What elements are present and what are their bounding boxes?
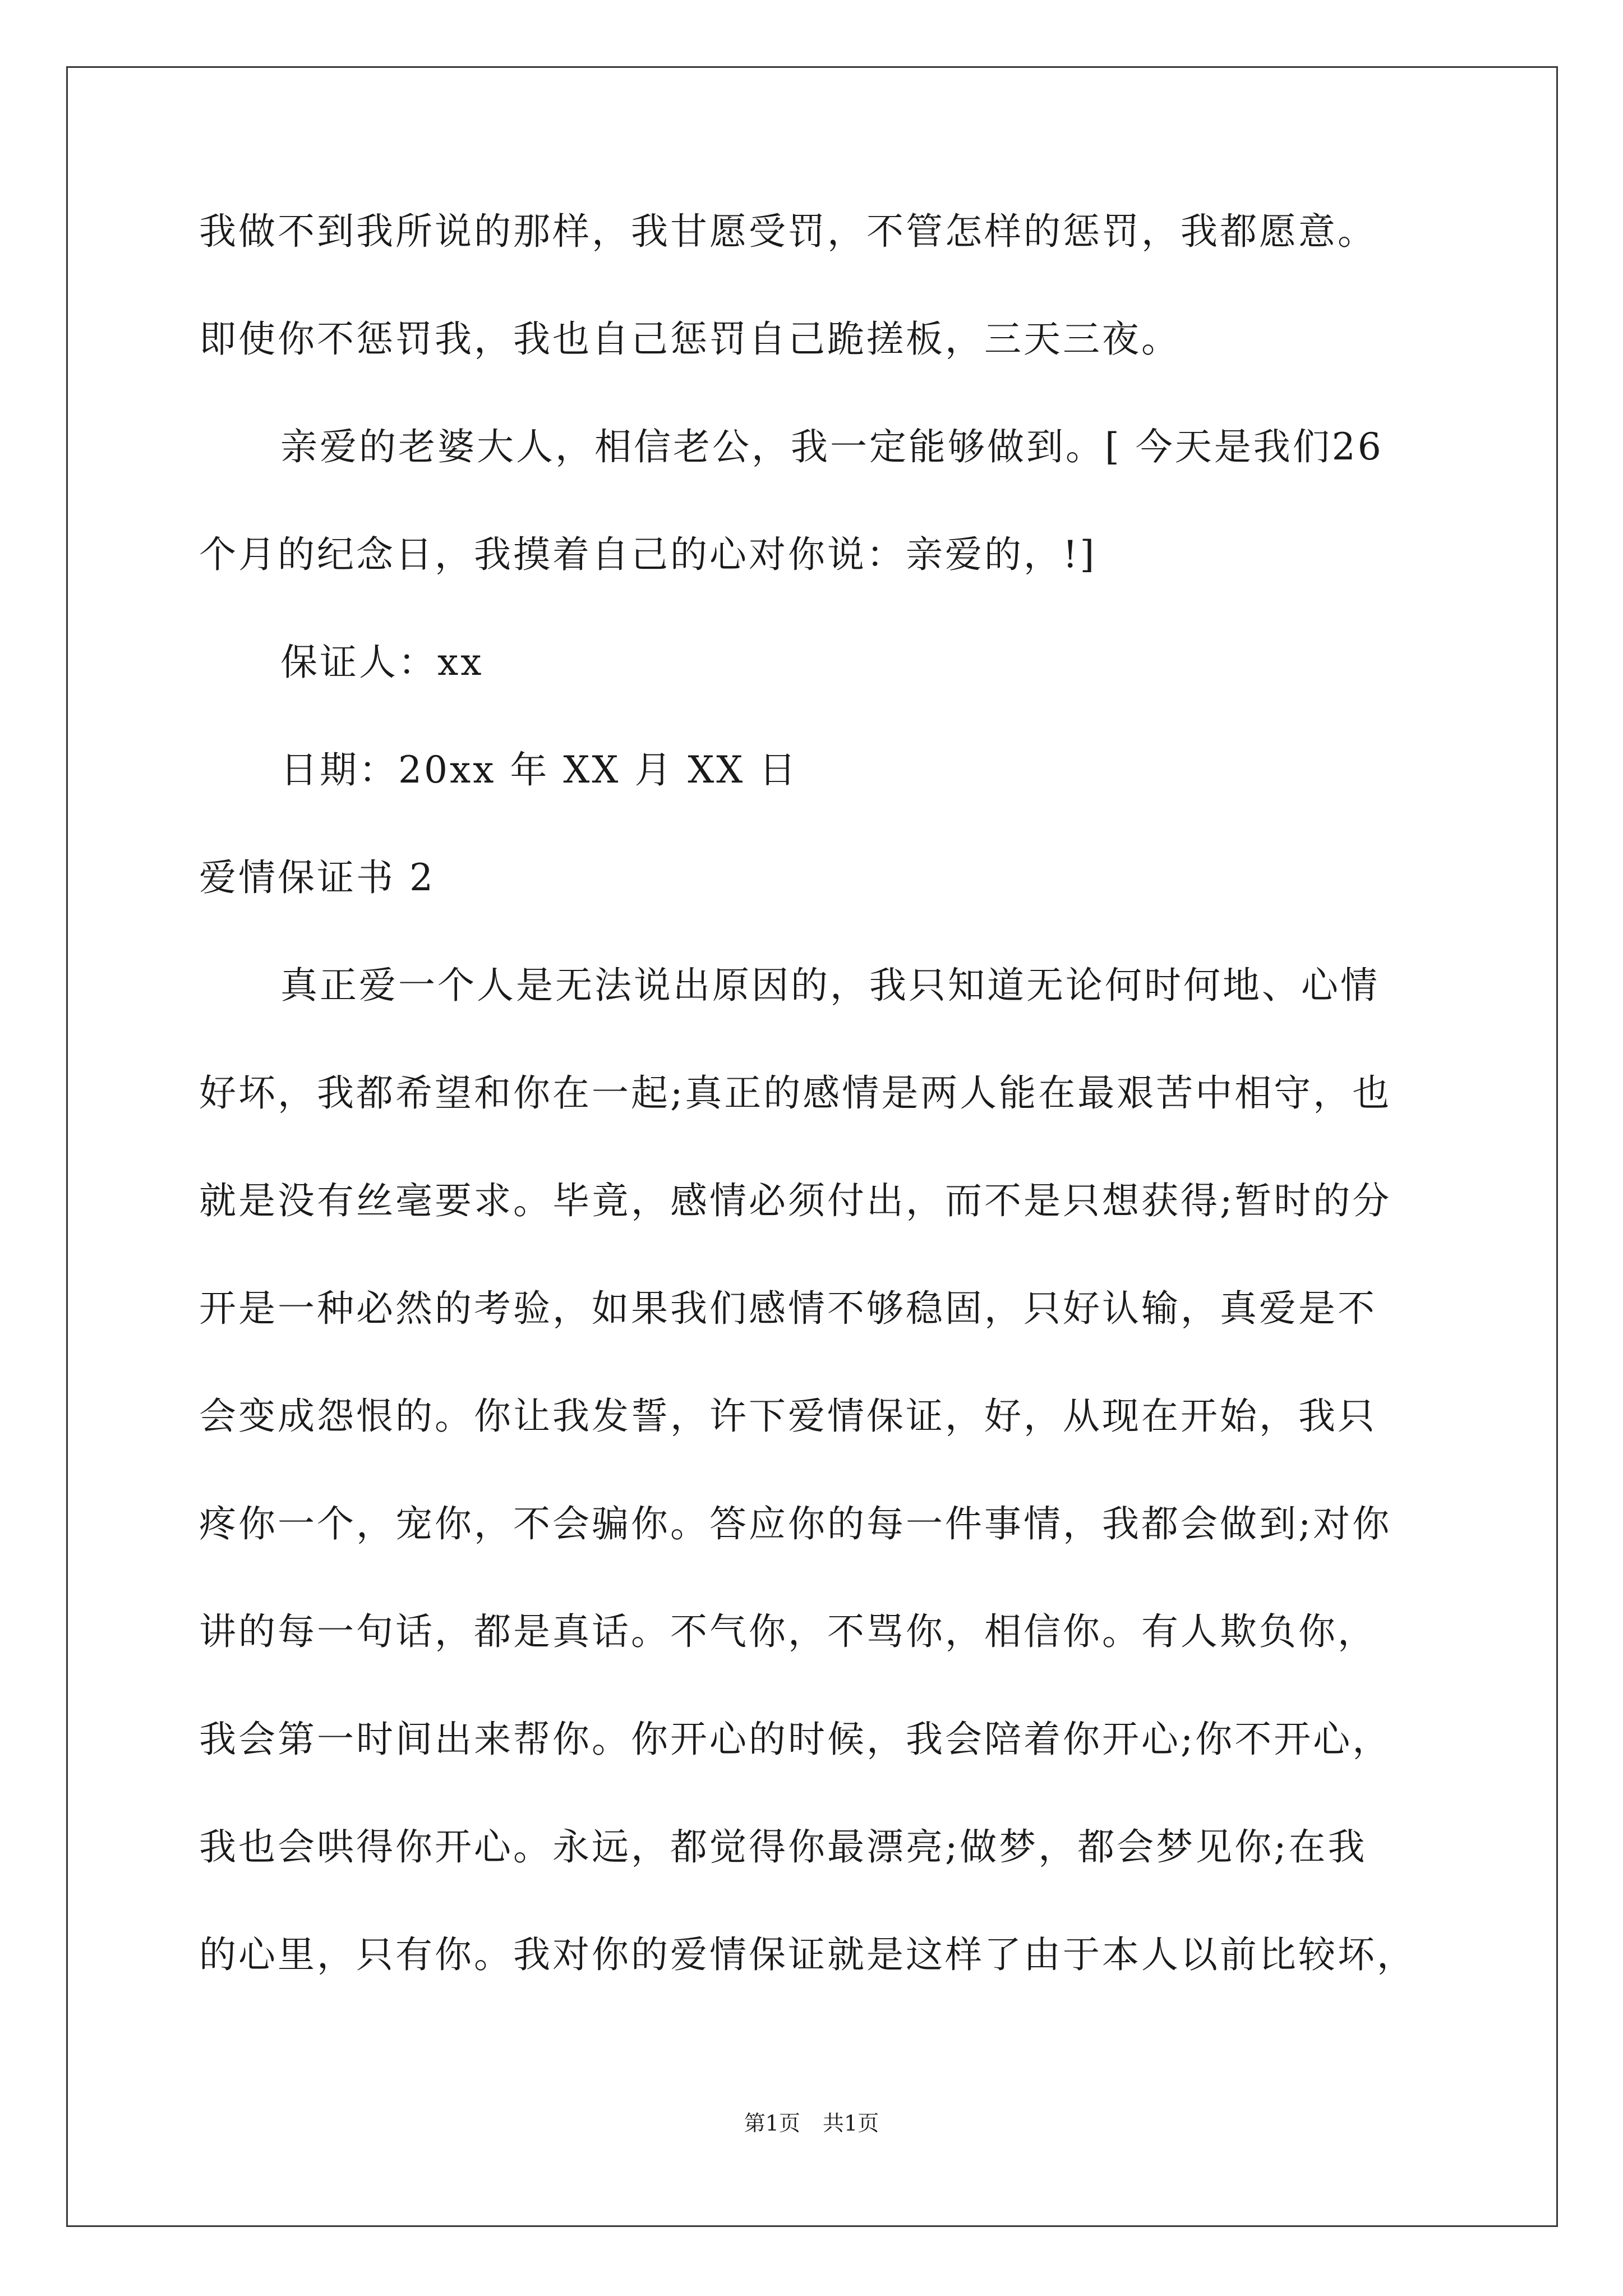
date-line: 日期：20xx 年 XX 月 XX 日 <box>280 748 799 792</box>
text-line: 我会第一时间出来帮你。你开心的时候，我会陪着你开心;你不开心， <box>199 1718 1392 1761</box>
guarantor-line: 保证人：xx <box>280 641 484 684</box>
text-line: 开是一种必然的考验，如果我们感情不够稳固，只好认输，真爱是不 <box>199 1287 1377 1330</box>
text-line: 我做不到我所说的那样，我甘愿受罚，不管怎样的惩罚，我都愿意。 <box>199 210 1377 253</box>
text-line: 就是没有丝毫要求。毕竟，感情必须付出，而不是只想获得;暂时的分 <box>199 1179 1392 1222</box>
text-line: 即使你不惩罚我，我也自己惩罚自己跪搓板，三天三夜。 <box>199 318 1181 361</box>
page-number: 第1页 <box>744 2111 800 2136</box>
text-line: 会变成怨恨的。你让我发誓，许下爱情保证，好，从现在开始，我只 <box>199 1395 1377 1438</box>
text-line: 疼你一个，宠你，不会骗你。答应你的每一件事情，我都会做到;对你 <box>199 1502 1392 1545</box>
page-footer <box>0 2109 1623 2137</box>
text-line: 讲的每一句话，都是真话。不气你，不骂你，相信你。有人欺负你， <box>199 1610 1377 1653</box>
text-line: 的心里，只有你。我对你的爱情保证就是这样了由于本人以前比较坏， <box>199 1933 1416 1976</box>
text-line: 好坏，我都希望和你在一起;真正的感情是两人能在最艰苦中相守，也 <box>199 1071 1392 1115</box>
text-line: 个月的纪念日，我摸着自己的心对你说：亲爱的，!] <box>199 533 1097 576</box>
text-line: 我也会哄得你开心。永远，都觉得你最漂亮;做梦，都会梦见你;在我 <box>199 1825 1367 1869</box>
section-heading: 爱情保证书 2 <box>199 856 435 899</box>
text-line: 真正爱一个人是无法说出原因的，我只知道无论何时何地、心情 <box>280 964 1380 1007</box>
document-body <box>199 205 1444 2036</box>
page-total: 共1页 <box>823 2111 879 2136</box>
text-line: 亲爱的老婆大人，相信老公，我一定能够做到。[ 今天是我们26 <box>280 425 1384 468</box>
